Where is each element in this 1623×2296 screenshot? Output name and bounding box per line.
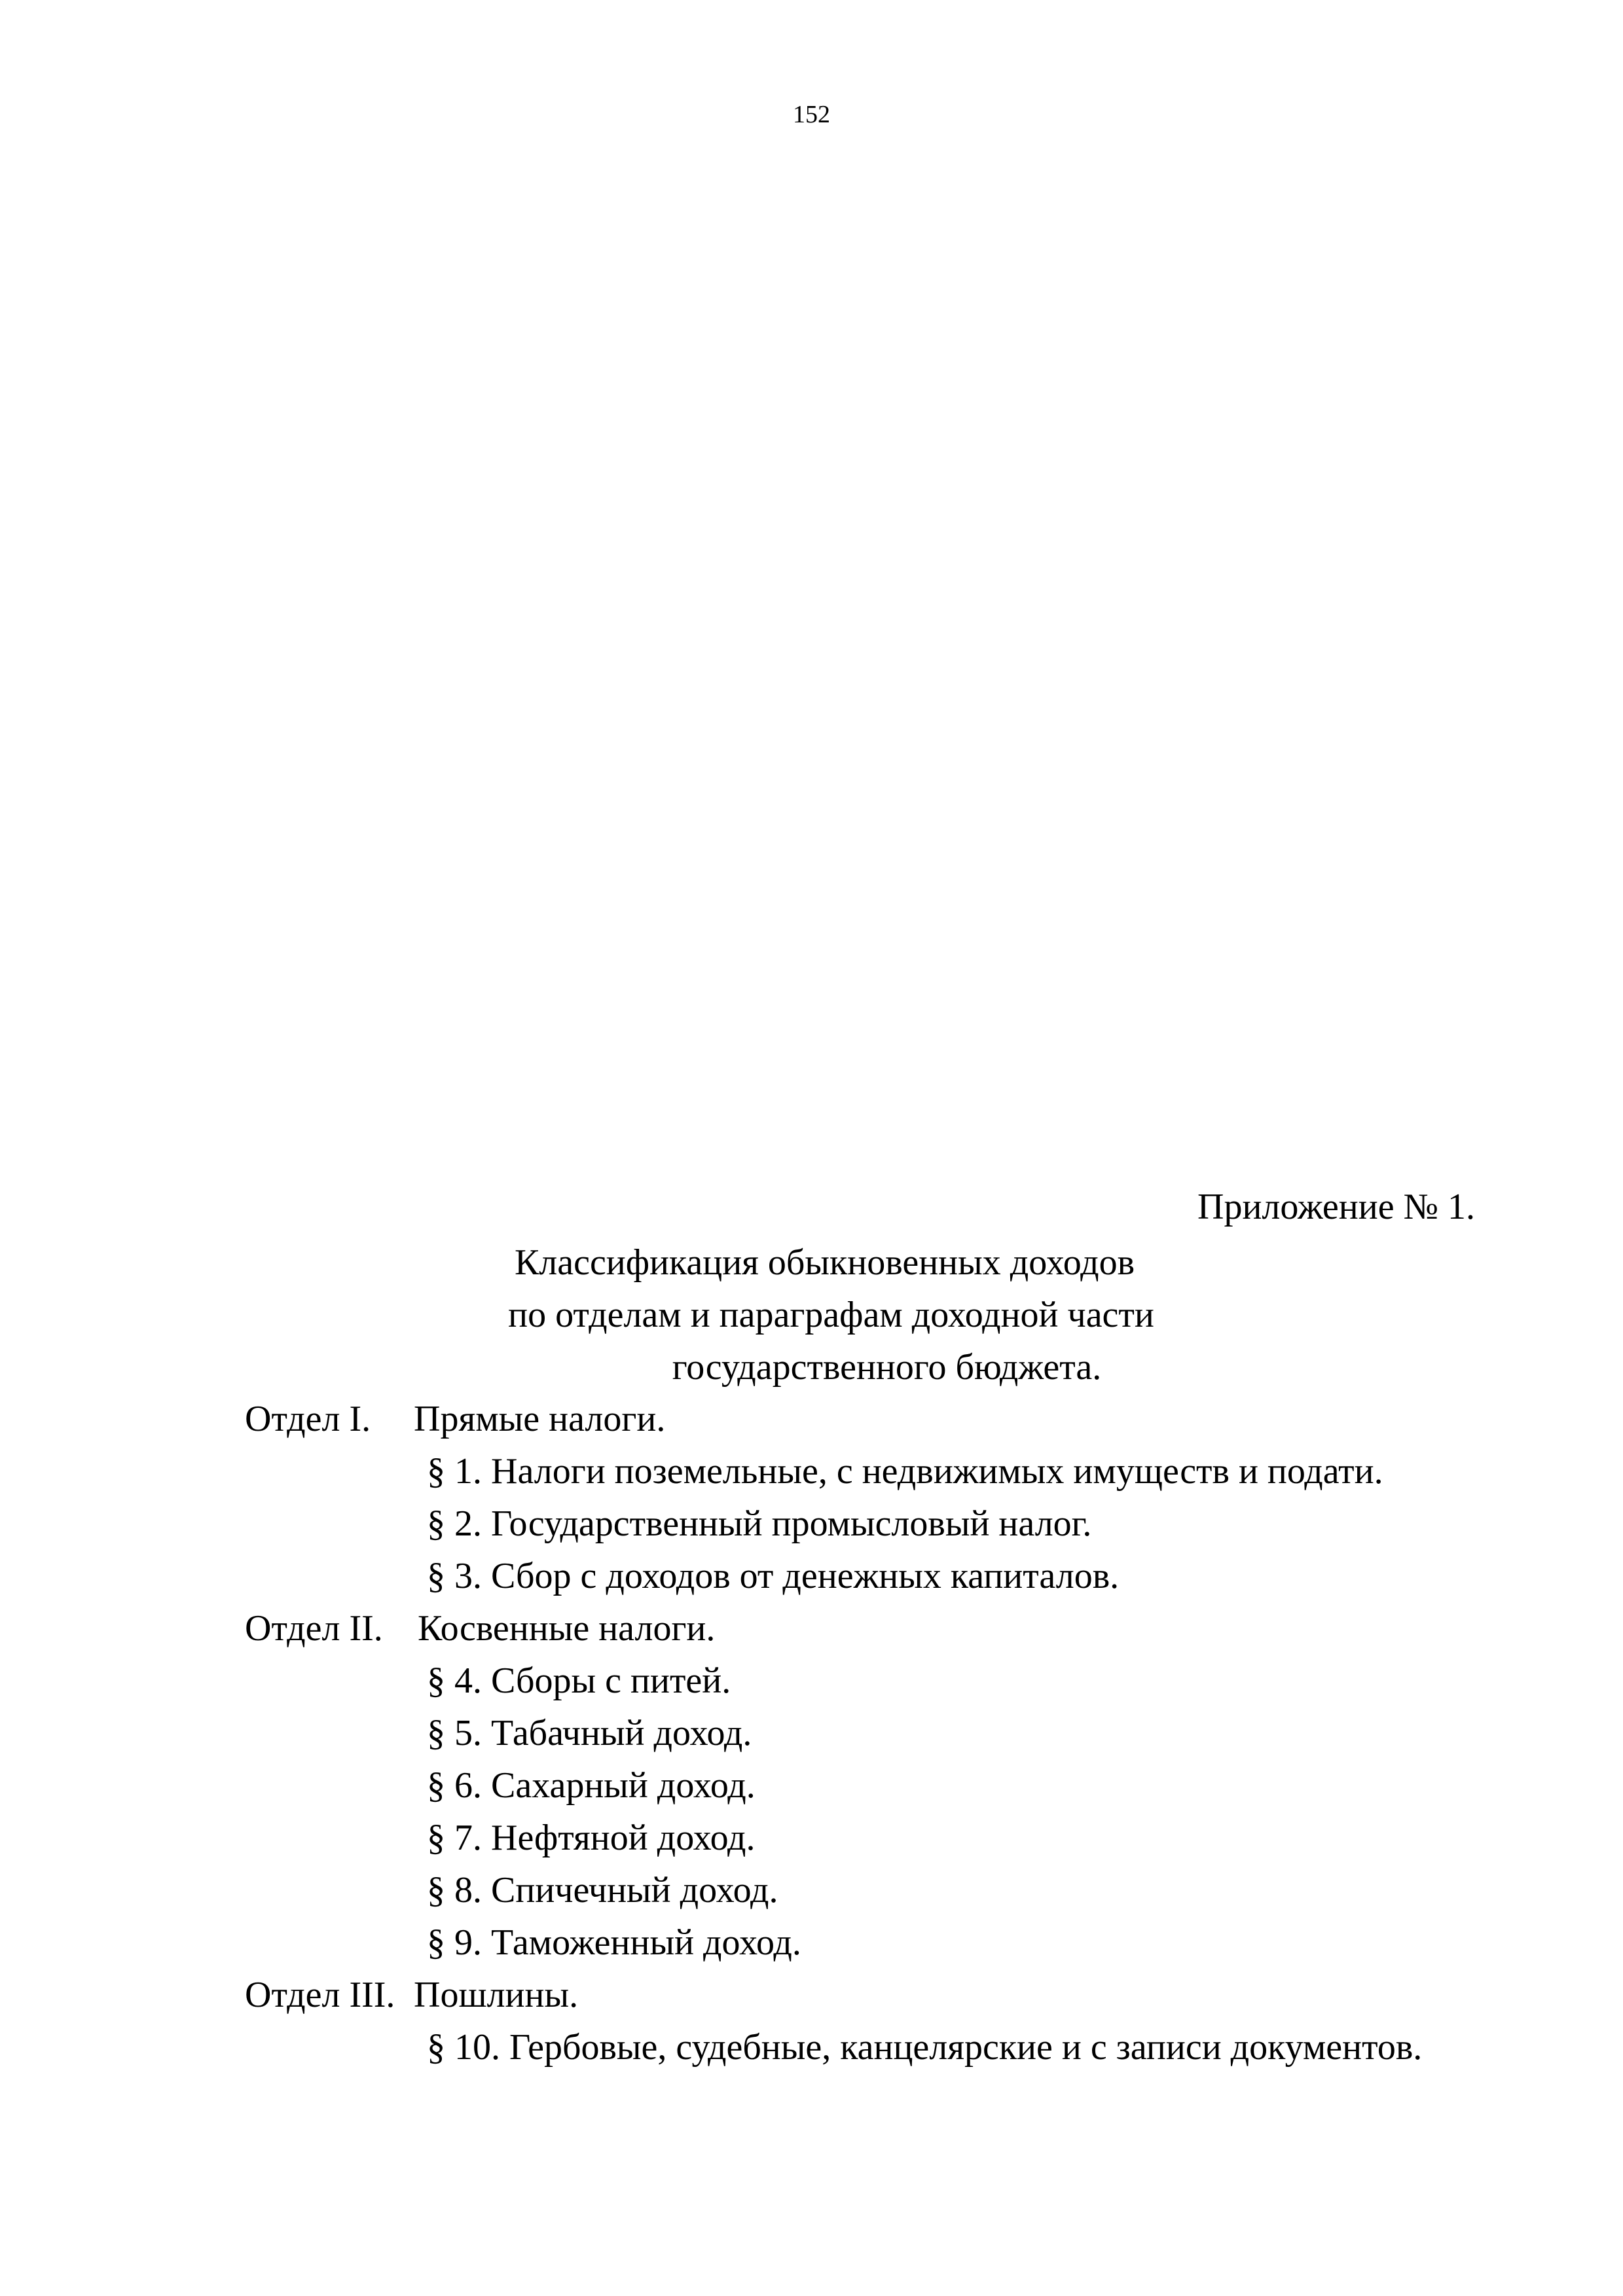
section-name: Пошлины. (414, 1975, 579, 2015)
paragraph-item: § 5. Табачный доход. (427, 1713, 752, 1753)
paragraph-row (0, 1550, 1623, 1602)
section-row-1 (0, 1393, 1623, 1445)
appendix-label: Приложение № 1. (1197, 1187, 1475, 1227)
title-line-2: по отделам и параграфам доходной части (508, 1295, 1154, 1335)
paragraph-row (0, 1498, 1623, 1550)
paragraph-row (0, 1812, 1623, 1864)
section-row-3 (0, 1969, 1623, 2021)
section-label: Отдел I. (245, 1399, 371, 1439)
paragraph-row (0, 1655, 1623, 1707)
paragraph-item: § 6. Сахарный доход. (427, 1765, 756, 1806)
section-name: Прямые налоги. (414, 1399, 666, 1439)
paragraph-item: § 4. Сборы с питей. (427, 1660, 731, 1701)
title-line-3: государственного бюджета. (672, 1347, 1102, 1388)
paragraph-item: § 1. Налоги поземельные, с недвижимых имуществ и подати. (427, 1451, 1383, 1492)
paragraph-item: § 9. Таможенный доход. (427, 1922, 801, 1963)
title-line-1: Классификация обыкновенных доходов (514, 1242, 1135, 1283)
section-label: Отдел II. (245, 1608, 383, 1649)
paragraph-item: § 7. Нефтяной доход. (427, 1818, 756, 1858)
paragraph-row (0, 2021, 1623, 2073)
paragraph-item: § 2. Государственный промысловый налог. (427, 1503, 1092, 1544)
paragraph-item: § 3. Сбор с доходов от денежных капиталов. (427, 1556, 1120, 1596)
paragraph-item: § 8. Спичечный доход. (427, 1870, 778, 1910)
section-row-2 (0, 1602, 1623, 1655)
paragraph-row (0, 1707, 1623, 1759)
classification-list (0, 1393, 1623, 2073)
paragraph-item: § 10. Гербовые, судебные, канцелярские и с записи документов. (427, 2027, 1423, 2068)
paragraph-row (0, 1759, 1623, 1812)
page-number: 152 (793, 101, 830, 128)
section-label: Отдел III. (245, 1975, 395, 2015)
paragraph-row (0, 1445, 1623, 1498)
section-name: Косвенные налоги. (418, 1608, 716, 1649)
paragraph-row (0, 1916, 1623, 1969)
paragraph-row (0, 1864, 1623, 1916)
document-title (0, 1236, 1623, 1393)
